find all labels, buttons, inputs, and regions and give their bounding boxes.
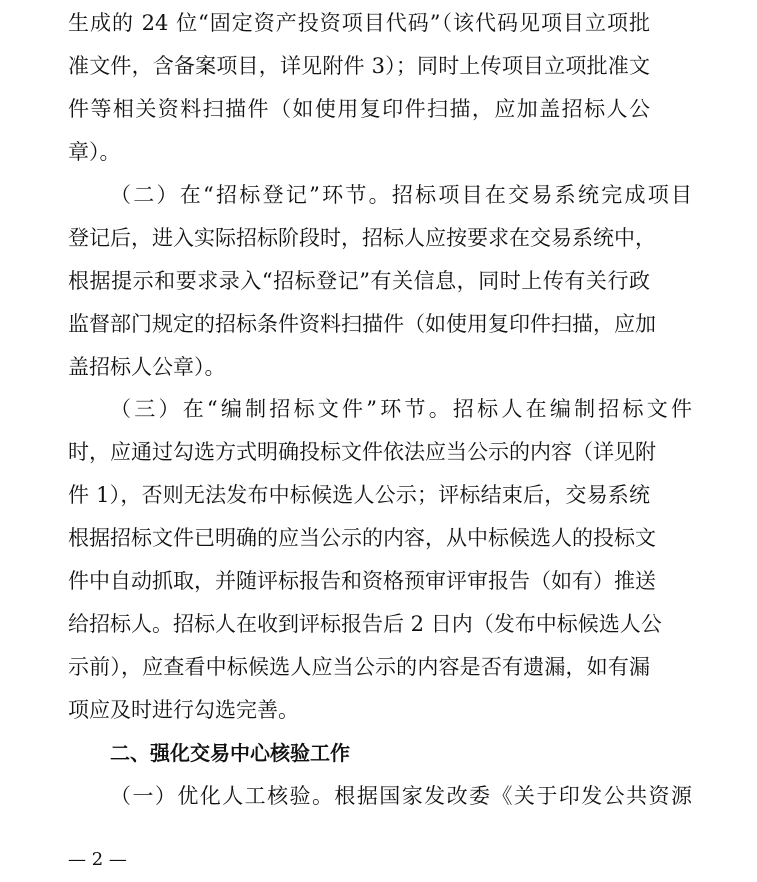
paragraph-line: 件 1），否则无法发布中标候选人公示；评标结束后，交易系统 [68, 483, 650, 507]
paragraph-line: （三）在“编制招标文件”环节。招标人在编制招标文件 [110, 397, 692, 421]
paragraph-line: 时，应通过勾选方式明确投标文件依法应当公示的内容（详见附 [68, 440, 656, 464]
paragraph-line: 示前），应查看中标候选人应当公示的内容是否有遗漏，如有漏 [68, 655, 650, 679]
paragraph-line: 生成的 24 位“固定资产投资项目代码”（该代码见项目立项批 [68, 11, 650, 35]
paragraph-line: 根据提示和要求录入“招标登记”有关信息，同时上传有关行政 [68, 269, 650, 293]
paragraph-line: 章）。 [68, 140, 121, 164]
paragraph-line: 监督部门规定的招标条件资料扫描件（如使用复印件扫描，应加 [68, 312, 656, 336]
page-number: — 2 — [68, 849, 127, 870]
section-heading: 二、强化交易中心核验工作 [110, 741, 350, 765]
paragraph-line: 登记后，进入实际招标阶段时，招标人应按要求在交易系统中， [68, 226, 656, 250]
paragraph-line: 项应及时进行勾选完善。 [68, 698, 299, 722]
paragraph-line: 件等相关资料扫描件（如使用复印件扫描，应加盖招标人公 [68, 97, 650, 121]
paragraph-line: 件中自动抓取，并随评标报告和资格预审评审报告（如有）推送 [68, 569, 656, 593]
paragraph-line: 根据招标文件已明确的应当公示的内容，从中标候选人的投标文 [68, 526, 656, 550]
paragraph-line: （二）在“招标登记”环节。招标项目在交易系统完成项目 [110, 183, 692, 207]
paragraph-line: 准文件，含备案项目，详见附件 3）；同时上传项目立项批准文 [68, 54, 650, 78]
paragraph-line: 给招标人。招标人在收到评标报告后 2 日内（发布中标候选人公 [68, 612, 662, 636]
paragraph-line: （一）优化人工核验。根据国家发改委《关于印发公共资源 [110, 784, 692, 808]
paragraph-line: 盖招标人公章）。 [68, 355, 226, 379]
